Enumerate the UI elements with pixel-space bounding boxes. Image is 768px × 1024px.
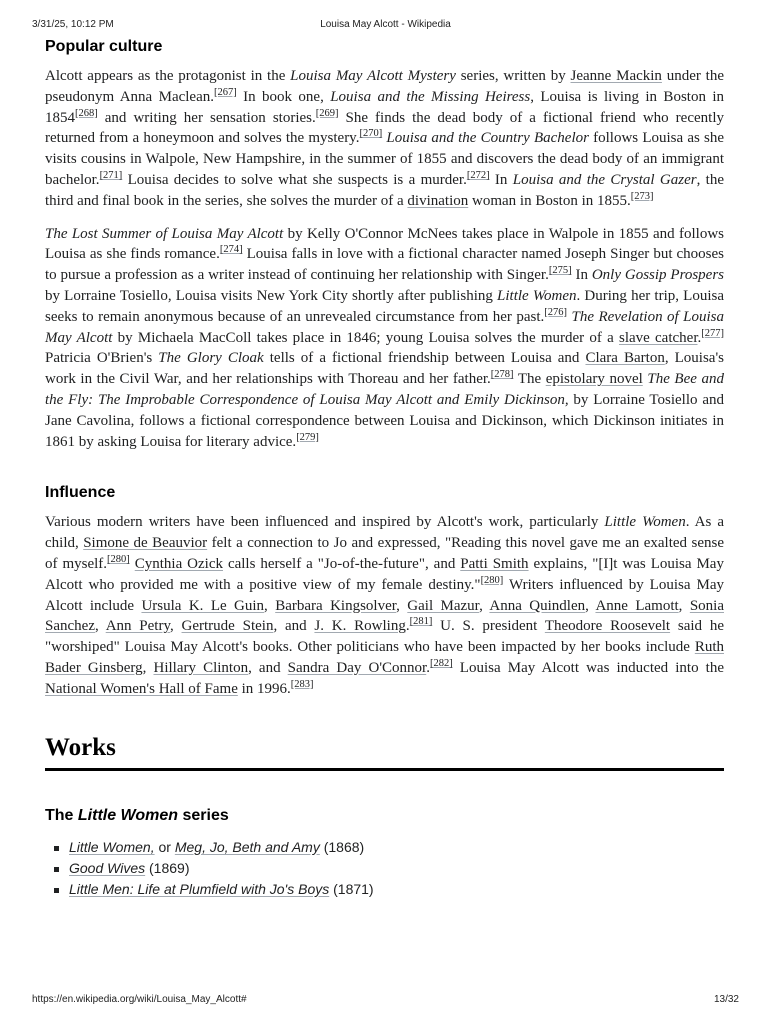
link-simone-de-beauvior[interactable]: Simone de Beauvior bbox=[83, 535, 208, 552]
citation-279[interactable]: [279] bbox=[296, 431, 319, 443]
popular-culture-heading: Popular culture bbox=[45, 38, 163, 55]
citation-269[interactable]: [269] bbox=[315, 107, 339, 119]
list-item: Good Wives (1869) bbox=[69, 858, 724, 879]
print-footer bbox=[32, 994, 739, 1005]
article-content bbox=[45, 38, 724, 900]
works-heading: Works bbox=[45, 734, 724, 771]
list-item: Little Men: Life at Plumfield with Jo's Boys (1871) bbox=[69, 879, 724, 900]
link-ursula-k-le-guin[interactable]: Ursula K. Le Guin bbox=[141, 597, 265, 614]
citation-273[interactable]: [273] bbox=[630, 190, 654, 202]
link-anna-quindlen[interactable]: Anna Quindlen bbox=[489, 597, 586, 614]
print-header bbox=[32, 19, 739, 30]
citation-267[interactable]: [267] bbox=[214, 86, 237, 98]
link-theodore-roosevelt[interactable]: Theodore Roosevelt bbox=[544, 618, 671, 635]
link-anne-lamott[interactable]: Anne Lamott bbox=[595, 597, 679, 614]
citation-281[interactable]: [281] bbox=[409, 616, 433, 628]
little-women-series-list bbox=[45, 837, 724, 900]
link-gail-mazur[interactable]: Gail Mazur bbox=[407, 597, 480, 614]
link-sonia-sanchez[interactable]: Sonia Sanchez bbox=[45, 597, 724, 635]
citation-280-a[interactable]: [280] bbox=[107, 553, 130, 565]
citation-270[interactable]: [270] bbox=[359, 128, 383, 140]
link-sandra-day-oconnor[interactable]: Sandra Day O'Connor bbox=[287, 659, 427, 676]
link-little-men[interactable]: Little Men: Life at Plumfield with Jo's Boys bbox=[69, 880, 330, 897]
list-item: Little Women, or Meg, Jo, Beth and Amy (1868) bbox=[69, 837, 724, 858]
citation-278[interactable]: [278] bbox=[490, 369, 514, 381]
link-epistolary-novel[interactable]: epistolary novel bbox=[545, 371, 643, 388]
link-ann-petry[interactable]: Ann Petry bbox=[105, 618, 170, 635]
little-women-series-heading: The Little Women series bbox=[45, 806, 229, 824]
influence-paragraph: Various modern writers have been influenced and inspired by Alcott's work, particularly Little Women. As a child, Simone de Beauvior felt a connection to Jo and expressed, "Reading this novel gave me an exalted sense of myself.[280] Cynthia Ozick calls herself a "Jo-of-the-future", and Patti Smith explains, "[I]t was Louisa May Alcott who provided me with a positive view of my female destiny."[280] Writers influenced by Louisa May Alcott include Ursula K. Le Guin, Barbara Kingsolver, Gail Mazur, Anna Quindlen, Anne Lamott, Sonia Sanchez, Ann Petry, Gertrude Stein, and J. K. Rowling.[281] U. S. president Theodore Roosevelt said he "worshiped" Louisa May Alcott's books. Other politicians who have been impacted by her books include Ruth Bader Ginsberg, Hillary Clinton, and Sandra Day O'Connor.[282] Louisa May Alcott was inducted into the National Women's Hall of Fame in 1996.[283] bbox=[45, 514, 725, 697]
popular-culture-paragraph-2: The Lost Summer of Louisa May Alcott by Kelly O'Connor McNees takes place in Walpole in 1855 and follows Louisa as she finds romance.[274] Louisa falls in love with a fictional character named Joseph Singer but chooses to pursue a profession as a writer instead of continuing her relationship with Singer.[275] In Only Gossip Prospers by Lorraine Tosiello, Louisa visits New York City shortly after publishing Little Women. During her trip, Louisa seeks to remain anonymous because of an unrevealed circumstance from her past.[276] The Revelation of Louisa May Alcott by Michaela MacColl takes place in 1846; young Louisa solves the murder of a slave catcher.[277] Patricia O'Brien's The Glory Cloak tells of a fictional friendship between Louisa and Clara Barton, Louisa's work in the Civil War, and her relationships with Thoreau and her father.[278] The epistolary novel The Bee and the Fly: The Improbable Correspondence of Louisa May Alcott and Emily Dickinson, by Lorraine Tosiello and Jane Cavolina, follows a fictional correspondence between Louisa and Dickinson, which Dickinson initiates in 1861 by asking Louisa for literary advice.[279] bbox=[45, 225, 725, 450]
citation-283[interactable]: [283] bbox=[290, 678, 314, 690]
print-page-number: 13/32 bbox=[713, 994, 739, 1005]
popular-culture-paragraph-1: Alcott appears as the protagonist in the Louisa May Alcott Mystery series, written by Jeanne Mackin under the pseudonym Anna Maclean.[267] In book one, Louisa and the Missing Heiress, Louisa is living in Boston in 1854[268] and writing her sensation stories.[269] She finds the dead body of a fictional friend who recently returned from a honeymoon and solves the mystery.[270] Louisa and the Country Bachelor follows Louisa as she visits cousins in Walpole, New Hampshire, in the summer of 1855 and discovers the dead body of an immigrant bachelor.[271] Louisa decides to solve what she suspects is a murder.[272] In Louisa and the Crystal Gazer, the third and final book in the series, she solves the murder of a divination woman in Boston in 1855.[273] bbox=[45, 68, 725, 209]
link-meg-jo-beth-amy[interactable]: Meg, Jo, Beth and Amy bbox=[174, 838, 320, 855]
link-patti-smith[interactable]: Patti Smith bbox=[460, 555, 529, 572]
link-jeanne-mackin[interactable]: Jeanne Mackin bbox=[570, 68, 662, 84]
link-gertrude-stein[interactable]: Gertrude Stein bbox=[181, 618, 274, 635]
link-little-women[interactable]: Little Women, bbox=[69, 838, 155, 855]
influence-heading: Influence bbox=[45, 484, 116, 502]
link-barbara-kingsolver[interactable]: Barbara Kingsolver bbox=[275, 597, 397, 614]
link-cynthia-ozick[interactable]: Cynthia Ozick bbox=[134, 555, 223, 572]
link-clara-barton[interactable]: Clara Barton bbox=[585, 350, 665, 367]
link-hillary-clinton[interactable]: Hillary Clinton bbox=[153, 659, 249, 676]
link-ruth-bader-ginsberg[interactable]: Ruth Bader Ginsberg bbox=[45, 639, 724, 676]
citation-274[interactable]: [274] bbox=[219, 244, 243, 256]
citation-276[interactable]: [276] bbox=[544, 306, 568, 318]
print-url: https://en.wikipedia.org/wiki/Louisa_May_Alcott# bbox=[32, 994, 247, 1005]
print-page-title: Louisa May Alcott - Wikipedia bbox=[320, 19, 451, 30]
link-national-womens-hall-of-fame[interactable]: National Women's Hall of Fame bbox=[45, 680, 238, 697]
citation-271[interactable]: [271] bbox=[99, 169, 123, 181]
citation-282[interactable]: [282] bbox=[429, 657, 453, 669]
print-datetime: 3/31/25, 10:12 PM bbox=[32, 19, 114, 30]
link-slave-catcher[interactable]: slave catcher bbox=[618, 329, 698, 346]
citation-268[interactable]: [268] bbox=[75, 107, 98, 119]
citation-280-b[interactable]: [280] bbox=[480, 574, 504, 586]
link-good-wives[interactable]: Good Wives bbox=[69, 859, 146, 876]
citation-275[interactable]: [275] bbox=[548, 265, 572, 277]
citation-277[interactable]: [277] bbox=[701, 327, 724, 339]
citation-272[interactable]: [272] bbox=[466, 169, 490, 181]
link-j-k-rowling[interactable]: J. K. Rowling bbox=[314, 618, 406, 635]
link-divination[interactable]: divination bbox=[407, 192, 469, 209]
